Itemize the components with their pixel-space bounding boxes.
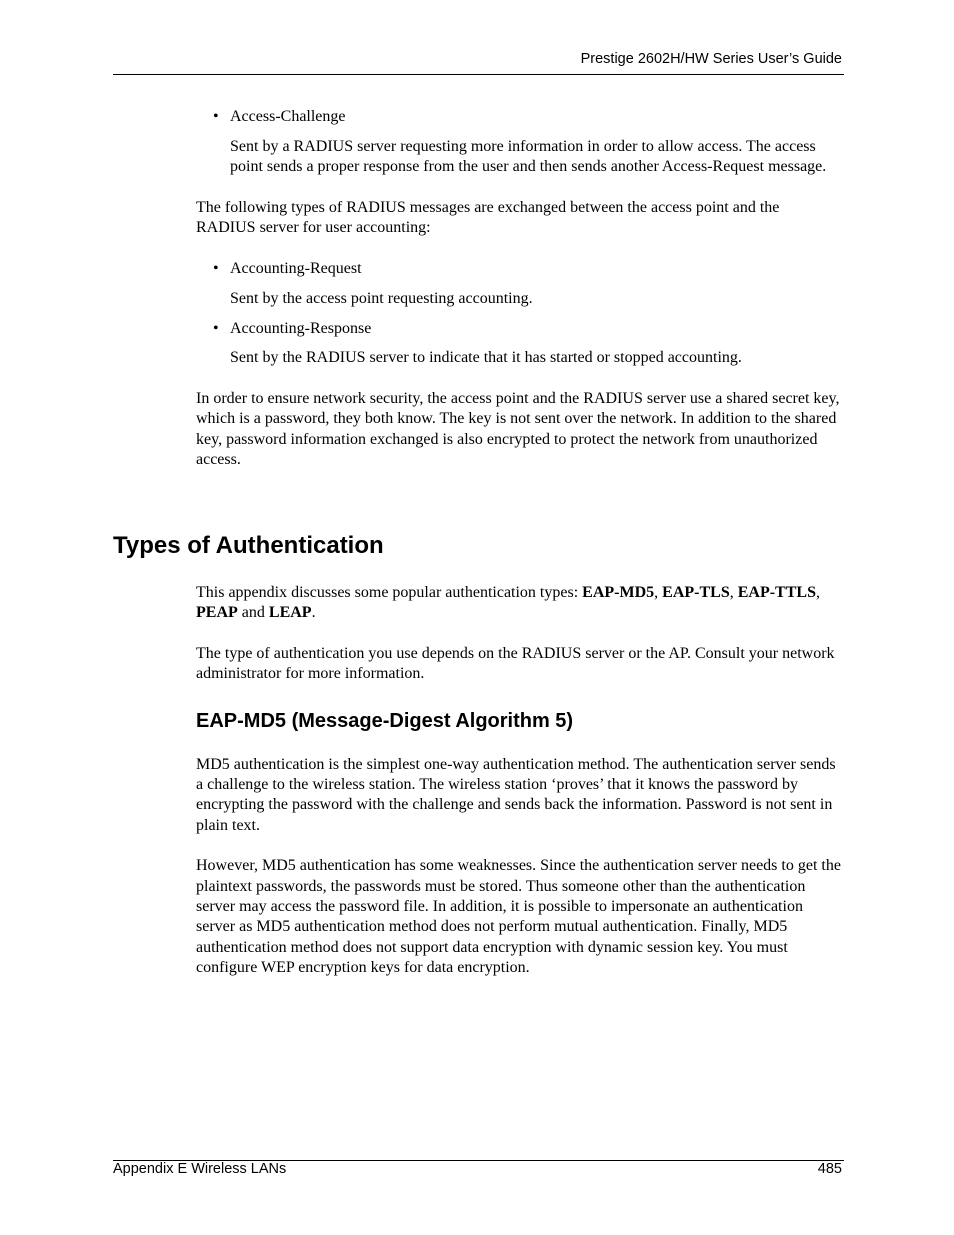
types-intro-suffix: . xyxy=(311,604,316,622)
types-paragraph-2: The type of authentication you use depends on the RADIUS server or the AP. Consult your network administrator for more information. xyxy=(196,645,835,683)
types-intro-sep: , xyxy=(729,584,738,601)
subsection-heading-eap-md5: EAP-MD5 (Message-Digest Algorithm 5) xyxy=(196,709,574,732)
desc-accounting-request: Sent by the access point requesting accounting. xyxy=(230,289,533,307)
type-eap-ttls: EAP-TTLS xyxy=(737,584,816,601)
types-intro-sep: , xyxy=(654,584,663,601)
footer-section-title: Appendix E Wireless LANs xyxy=(113,1161,287,1177)
types-intro-sep: , xyxy=(815,584,820,601)
md5-paragraph-2: However, MD5 authentication has some weaknesses. Since the authentication server needs to get the plaintext passwords, the passwords must be stored. Thus someone other than the authentication server may access the password file. In addition, it is possible to impersonate an authentication server as MD5 authentication method does not perform mutual authentication. Finally, MD5 authentication method does not support data encryption with dynamic session key. You must configure WEP encryption keys for data encryption. xyxy=(196,857,841,976)
type-eap-md5: EAP-MD5 xyxy=(582,584,655,601)
type-eap-tls: EAP-TLS xyxy=(662,584,730,601)
types-intro-prefix: This appendix discusses some popular authentication types: xyxy=(196,584,583,601)
bullet-accounting-request: • Accounting-Request xyxy=(230,259,842,279)
security-paragraph: In order to ensure network security, the access point and the RADIUS server use a shared secret key, which is a password, they both know. The key is not sent over the network. In addition to the shared key, password information exchanged is also encrypted to protect the network from unauthorized access. xyxy=(196,390,840,469)
type-peap: PEAP xyxy=(196,604,238,622)
section-heading-types-of-authentication: Types of Authentication xyxy=(113,532,384,559)
types-intro-sep: and xyxy=(237,604,269,622)
header-rule xyxy=(113,74,844,75)
bullet-access-challenge: • Access-Challenge xyxy=(230,107,842,127)
page-number: 485 xyxy=(817,1161,842,1177)
body-types xyxy=(196,583,842,978)
body-top xyxy=(196,107,842,470)
bullet-accounting-response: • Accounting-Response xyxy=(230,319,842,339)
running-header: Prestige 2602H/HW Series User’s Guide xyxy=(580,51,842,67)
desc-access-challenge: Sent by a RADIUS server requesting more information in order to allow access. The access point sends a proper response from the user and then sends another Access-Request message. xyxy=(230,137,827,176)
types-intro-paragraph xyxy=(196,583,842,624)
desc-accounting-response: Sent by the RADIUS server to indicate that it has started or stopped accounting. xyxy=(230,349,742,367)
accounting-intro: The following types of RADIUS messages are exchanged between the access point and the RADIUS server for user accounting: xyxy=(196,198,780,237)
md5-paragraph-1: MD5 authentication is the simplest one-way authentication method. The authentication server sends a challenge to the wireless station. The wireless station ‘proves’ that it knows the password by encrypting the password with the challenge and sends back the information. Password is not sent in plain text. xyxy=(196,755,836,834)
type-leap: LEAP xyxy=(268,604,312,622)
